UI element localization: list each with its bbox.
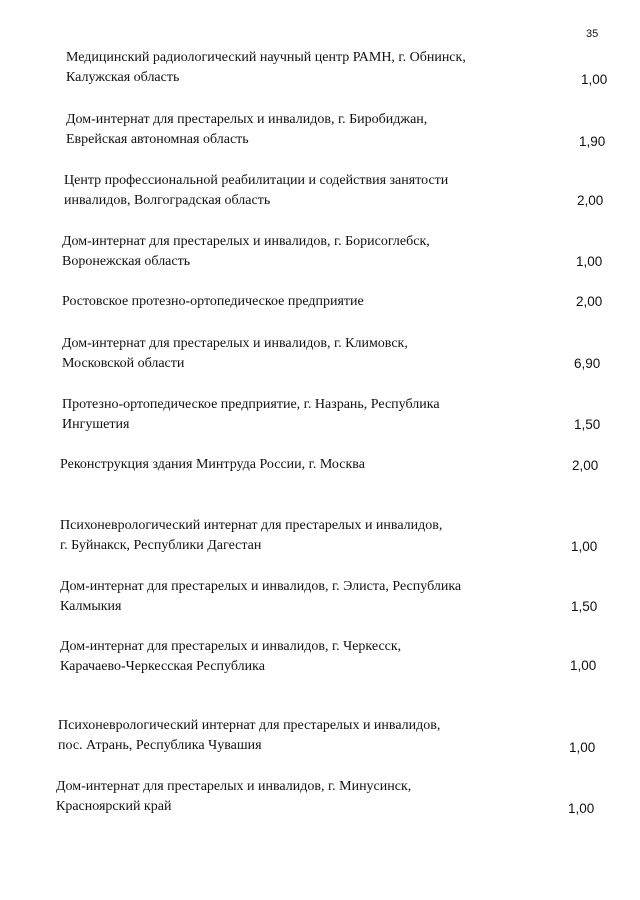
entry-value: 1,00	[570, 658, 597, 673]
entry-description	[66, 48, 546, 88]
entry-line: Психоневрологический интернат для престарелых и инвалидов,	[60, 518, 443, 533]
entry-line: Протезно-ортопедическое предприятие, г. Назрань, Республика	[62, 397, 440, 412]
entry-value: 1,00	[571, 539, 598, 554]
entry-description	[58, 716, 538, 756]
entry-line: Московской области	[62, 356, 185, 371]
entry-value: 6,90	[574, 356, 601, 371]
entry-value: 1,50	[574, 417, 601, 432]
entry-value: 1,50	[571, 599, 598, 614]
entry-value: 1,00	[576, 254, 603, 269]
entry-value: 1,00	[581, 72, 608, 87]
page-number: 35	[586, 28, 599, 40]
entry-line: г. Буйнакск, Республики Дагестан	[60, 538, 262, 553]
entry-value: 1,90	[579, 134, 606, 149]
entry-line: Дом-интернат для престарелых и инвалидов, г. Борисоглебск,	[62, 234, 430, 249]
entry-line: Медицинский радиологический научный центр РАМН, г. Обнинск,	[66, 50, 466, 65]
entry-line: Калужская область	[66, 70, 180, 85]
entry-line: Психоневрологический интернат для престарелых и инвалидов,	[58, 718, 441, 733]
entry-line: Ростовское протезно-ортопедическое предприятие	[62, 294, 364, 309]
entry-line: Дом-интернат для престарелых и инвалидов, г. Климовск,	[62, 336, 408, 351]
entry-description	[66, 110, 546, 150]
entry-description	[62, 232, 542, 272]
entry-line: Дом-интернат для престарелых и инвалидов, г. Черкесск,	[60, 639, 402, 654]
entry-line: Дом-интернат для престарелых и инвалидов, г. Минусинск,	[56, 779, 412, 794]
entry-description	[60, 516, 540, 556]
entry-line: Центр профессиональной реабилитации и содействия занятости	[64, 173, 449, 188]
entry-value: 1,00	[568, 801, 595, 816]
entry-description	[62, 395, 542, 435]
entry-value: 2,00	[577, 193, 604, 208]
entry-description	[60, 577, 540, 617]
entry-line: Воронежская область	[62, 254, 191, 269]
entry-line: Дом-интернат для престарелых и инвалидов, г. Биробиджан,	[66, 112, 428, 127]
entry-line: Еврейская автономная область	[66, 132, 249, 147]
entry-description	[64, 171, 544, 211]
entry-line: Красноярский край	[56, 799, 172, 814]
entry-line: Ингушетия	[62, 417, 130, 432]
entry-value: 1,00	[569, 740, 596, 755]
entry-line: Реконструкция здания Минтруда России, г. Москва	[60, 457, 365, 472]
entry-line: Карачаево-Черкесская Республика	[60, 659, 265, 674]
entry-value: 2,00	[572, 458, 599, 473]
entry-line: Дом-интернат для престарелых и инвалидов, г. Элиста, Республика	[60, 579, 462, 594]
entry-description	[60, 455, 540, 475]
entry-description	[60, 637, 540, 677]
entry-description	[56, 777, 536, 817]
entry-line: пос. Атрань, Республика Чувашия	[58, 738, 262, 753]
entry-line: Калмыкия	[60, 599, 122, 614]
entry-value: 2,00	[576, 294, 603, 309]
entry-description	[62, 292, 542, 312]
entry-description	[62, 334, 542, 374]
entry-line: инвалидов, Волгоградская область	[64, 193, 271, 208]
